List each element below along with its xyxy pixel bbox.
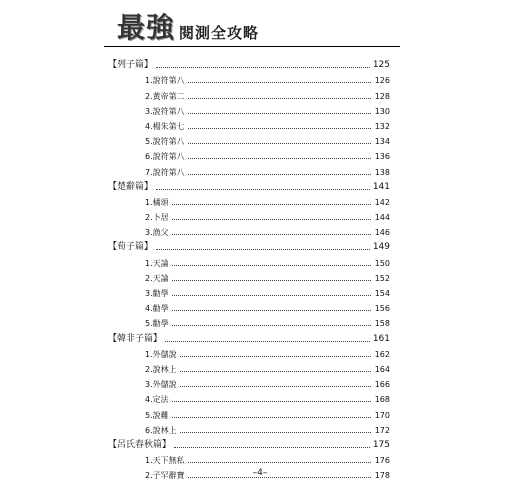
toc-page-number: 128 bbox=[374, 91, 390, 101]
toc-section-title: 【列子篇】 bbox=[108, 60, 154, 71]
dot-leader bbox=[172, 265, 371, 266]
dot-leader bbox=[188, 174, 371, 175]
toc-page-number: 149 bbox=[372, 242, 390, 253]
page-header bbox=[117, 6, 417, 46]
toc-entry-row bbox=[108, 252, 390, 267]
page-number: –4– bbox=[252, 468, 268, 478]
toc-entry-title: 5.說難 bbox=[145, 410, 169, 420]
toc-page-number: 168 bbox=[374, 395, 390, 405]
dot-leader bbox=[172, 295, 371, 296]
toc-page-number: 152 bbox=[374, 273, 390, 283]
toc-entry-row bbox=[108, 222, 390, 237]
toc-page-number: 141 bbox=[372, 181, 390, 192]
toc-section-row bbox=[108, 435, 390, 450]
dot-leader bbox=[172, 219, 371, 220]
toc-entry-row bbox=[108, 404, 390, 419]
toc-section-row bbox=[108, 328, 390, 343]
toc-page-number: 154 bbox=[374, 289, 390, 298]
header-rule bbox=[104, 46, 400, 47]
toc-page-number: 136 bbox=[374, 152, 390, 162]
toc-page-number: 156 bbox=[374, 304, 390, 314]
book-title-small: 閱測全攻略 bbox=[179, 24, 260, 42]
toc-entry-title: 2.天論 bbox=[145, 273, 169, 283]
toc-entry-title: 6.說林上 bbox=[145, 425, 177, 435]
toc-page-number: 161 bbox=[372, 333, 390, 344]
dot-leader bbox=[172, 204, 371, 205]
toc-entry-title: 4.定法 bbox=[145, 395, 169, 405]
toc-entry-title: 4.勸學 bbox=[145, 304, 169, 314]
toc-section-title: 【韓非子篇】 bbox=[108, 333, 163, 344]
toc-section-title: 【楚辭篇】 bbox=[108, 181, 154, 192]
dot-leader bbox=[172, 310, 371, 311]
toc-entry-row bbox=[108, 70, 390, 85]
toc-entry-row bbox=[108, 344, 390, 359]
dot-leader bbox=[172, 401, 371, 402]
toc-page-number: 158 bbox=[374, 319, 390, 329]
toc-entry-row bbox=[108, 207, 390, 222]
toc-page-number: 134 bbox=[374, 137, 390, 147]
toc-entry-title: 3.說符第八 bbox=[145, 106, 185, 116]
dot-leader bbox=[156, 249, 370, 250]
toc-entry-row bbox=[108, 131, 390, 146]
toc-entry-row bbox=[108, 268, 390, 283]
toc-page-number: 162 bbox=[374, 349, 390, 359]
toc-page-number: 175 bbox=[372, 439, 390, 450]
toc-page-number: 142 bbox=[374, 197, 390, 207]
toc-section-title: 【荀子篇】 bbox=[108, 242, 154, 253]
toc-page-number: 146 bbox=[374, 228, 390, 238]
toc-page-number: 172 bbox=[374, 425, 390, 435]
toc-entry-title: 1.天下無私 bbox=[145, 456, 185, 466]
toc-page-number: 164 bbox=[374, 364, 390, 374]
dot-leader bbox=[180, 432, 371, 433]
toc-page-number: 144 bbox=[374, 213, 390, 223]
dot-leader bbox=[172, 325, 371, 326]
toc-entry-row bbox=[108, 146, 390, 161]
dot-leader bbox=[188, 98, 371, 99]
toc-page-number: 170 bbox=[374, 410, 390, 420]
toc-section-row bbox=[108, 177, 390, 192]
dot-leader bbox=[180, 386, 371, 387]
toc-entry-row bbox=[108, 161, 390, 176]
dot-leader bbox=[188, 82, 371, 83]
dot-leader bbox=[188, 158, 371, 159]
book-title-large: 最強 bbox=[117, 11, 176, 44]
toc-entry-row bbox=[108, 313, 390, 328]
toc-entry-row bbox=[108, 101, 390, 116]
toc-entry-row bbox=[108, 450, 390, 465]
toc-entry-title: 1.說符第八 bbox=[145, 76, 185, 86]
toc-entry-row bbox=[108, 298, 390, 313]
toc-entry-row bbox=[108, 359, 390, 374]
toc-entry-title: 4.楊朱第七 bbox=[145, 121, 185, 131]
dot-leader bbox=[174, 447, 370, 448]
toc-page-number: 126 bbox=[374, 76, 390, 86]
toc-entry-title: 3.外儲說 bbox=[145, 380, 177, 390]
toc-entry-title: 7.說符第八 bbox=[145, 167, 185, 177]
dot-leader bbox=[180, 356, 371, 357]
toc-page-number: 132 bbox=[374, 121, 390, 131]
toc-page-number: 178 bbox=[374, 471, 390, 481]
toc-entry-title: 1.橘頌 bbox=[145, 197, 169, 207]
toc-entry-row bbox=[108, 374, 390, 389]
toc-page-number: 150 bbox=[374, 258, 390, 268]
dot-leader bbox=[172, 280, 371, 281]
toc-page-number: 176 bbox=[374, 456, 390, 466]
toc-entry-row bbox=[108, 116, 390, 131]
dot-leader bbox=[180, 371, 371, 372]
dot-leader bbox=[188, 113, 371, 114]
toc-entry-row bbox=[108, 192, 390, 207]
dot-leader bbox=[188, 143, 371, 144]
dot-leader bbox=[188, 128, 371, 129]
toc-entry-title: 2.卜居 bbox=[145, 213, 169, 223]
dot-leader bbox=[172, 417, 371, 418]
toc-entry-title: 2.子罕辭寶 bbox=[145, 471, 185, 481]
toc-entry-title: 2.黃帝第二 bbox=[145, 91, 185, 101]
toc-entry-title: 2.說林上 bbox=[145, 364, 177, 374]
toc-entry-row bbox=[108, 283, 390, 298]
dot-leader bbox=[156, 67, 370, 68]
toc-entry-title: 3.勸學 bbox=[145, 289, 169, 298]
table-of-contents bbox=[108, 55, 390, 480]
toc-page-number: 138 bbox=[374, 167, 390, 177]
toc-entry-title: 5.勸學 bbox=[145, 319, 169, 329]
toc-entry-row bbox=[108, 420, 390, 435]
toc-entry-title: 3.漁父 bbox=[145, 228, 169, 238]
toc-page-number: 130 bbox=[374, 106, 390, 116]
toc-section-row bbox=[108, 237, 390, 252]
toc-entry-title: 1.天論 bbox=[145, 258, 169, 268]
dot-leader bbox=[188, 462, 371, 463]
toc-entry-title: 6.說符第八 bbox=[145, 152, 185, 162]
toc-page-number: 125 bbox=[372, 60, 390, 71]
dot-leader bbox=[165, 341, 370, 342]
toc-entry-row bbox=[108, 85, 390, 100]
dot-leader bbox=[156, 189, 370, 190]
toc-page-number: 166 bbox=[374, 380, 390, 390]
toc-section-row bbox=[108, 55, 390, 70]
toc-entry-row bbox=[108, 389, 390, 404]
toc-entry-title: 1.外儲說 bbox=[145, 349, 177, 359]
toc-section-title: 【呂氏春秋篇】 bbox=[108, 439, 172, 450]
dot-leader bbox=[172, 234, 371, 235]
toc-entry-title: 5.說符第八 bbox=[145, 137, 185, 147]
